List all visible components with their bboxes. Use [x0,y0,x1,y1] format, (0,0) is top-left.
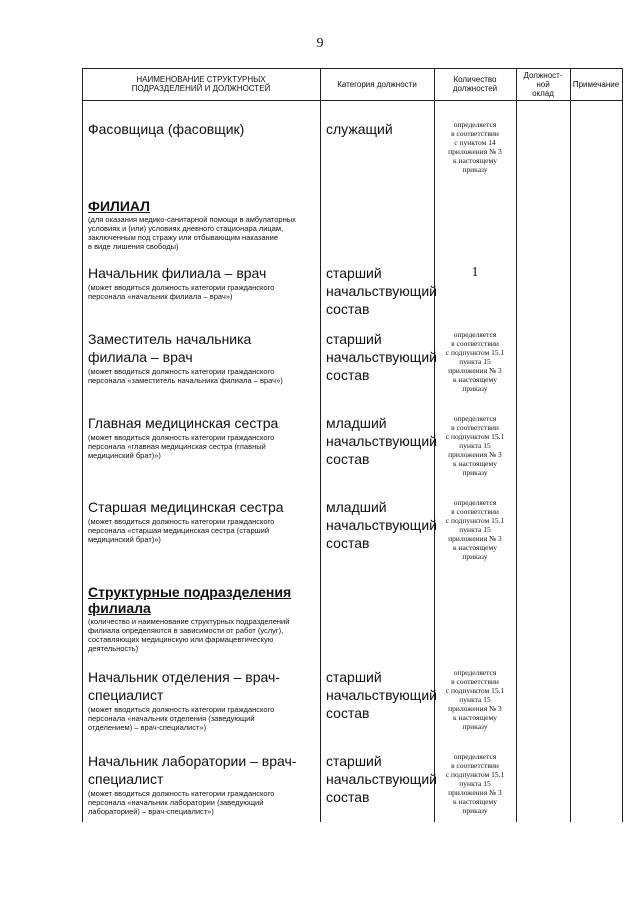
position-category: младший начальствующий состав [326,415,437,467]
position-category: младший начальствующий состав [326,499,437,551]
position-note: (может вводиться должность категории гражданского персонала «начальник отделения (заведующий отделением) – врач-специалист») [88,705,275,732]
table-border-right [622,68,623,822]
position-note: (может вводиться должность категории гражданского персонала «начальник филиала – врач») [88,283,275,301]
position-category: старший начальствующий состав [326,753,437,805]
section-note: (для оказания медико-санитарной помощи в амбулаторных условиях и (или) условиях дневного стационара лицам, заключенным под стражу или отбывающим наказание в виде лишения свободы) [88,215,296,251]
position-name: Заместитель начальника филиала – врач [88,331,252,365]
header-divider [82,100,622,101]
position-quantity: определяется в соответствии с пунктом 14 приложения № 3 к настоящему приказу [448,120,502,174]
section-title: Структурные подразделения филиала [88,584,292,616]
position-name: Главная медицинская сестра [88,415,279,431]
header-name: НАИМЕНОВАНИЕ СТРУКТУРНЫХ ПОДРАЗДЕЛЕНИЙ И ДОЛЖНОСТЕЙ [131,75,271,93]
position-quantity: определяется в соответствии с подпунктом 15.1 пункта 15 приложения № 3 к настоящему приказу [445,414,505,477]
table-border-left [82,68,83,822]
position-note: (может вводиться должность категории гражданского персонала «главная медицинская сестра (главный медицинский брат)») [88,433,275,460]
position-category: служащий [326,121,393,137]
position-name: Начальник лаборатории – врач-специалист [88,753,297,787]
position-category: старший начальствующий состав [326,669,437,721]
position-category: старший начальствующий состав [326,331,437,383]
header-salary: Должност- ной оклад [523,70,563,98]
header-quantity: Количество должностей [452,75,498,93]
position-quantity: определяется в соответствии с подпунктом 15.1 пункта 15 приложения № 3 к настоящему приказу [445,330,505,393]
position-quantity: определяется в соответствии с подпунктом 15.1 пункта 15 приложения № 3 к настоящему приказу [445,752,505,815]
position-name: Старшая медицинская сестра [88,499,284,515]
header-note: Примечание [572,79,620,89]
section-note: (количество и наименование структурных подразделений филиала определяются в зависимости от работ (услуг), составляющих медицинскую или фармацевтическую деятельность) [88,617,290,653]
page-number: 9 [316,36,324,51]
staff-table [82,68,622,822]
column-divider [516,68,517,822]
position-quantity: определяется в соответствии с подпунктом 15.1 пункта 15 приложения № 3 к настоящему приказу [445,498,505,561]
position-name: Начальник отделения – врач-специалист [88,669,280,703]
position-note: (может вводиться должность категории гражданского персонала «начальник лаборатории (заведующий лабораторией) – врач-специалист») [88,789,275,816]
position-name: Начальник филиала – врач [88,265,267,281]
position-note: (может вводиться должность категории гражданского персонала «заместитель начальника филиала – врач») [88,367,283,385]
header-category: Категория должности [337,79,417,89]
position-quantity: определяется в соответствии с подпунктом 15.1 пункта 15 приложения № 3 к настоящему приказу [445,668,505,731]
position-category: старший начальствующий состав [326,265,437,317]
section-title: ФИЛИАЛ [88,198,151,214]
column-divider [320,68,321,822]
position-quantity: 1 [471,265,479,280]
column-divider [570,68,571,822]
position-name: Фасовщица (фасовщик) [88,121,245,137]
position-note: (может вводиться должность категории гражданского персонала «старшая медицинская сестра (старший медицинский брат)») [88,517,275,544]
